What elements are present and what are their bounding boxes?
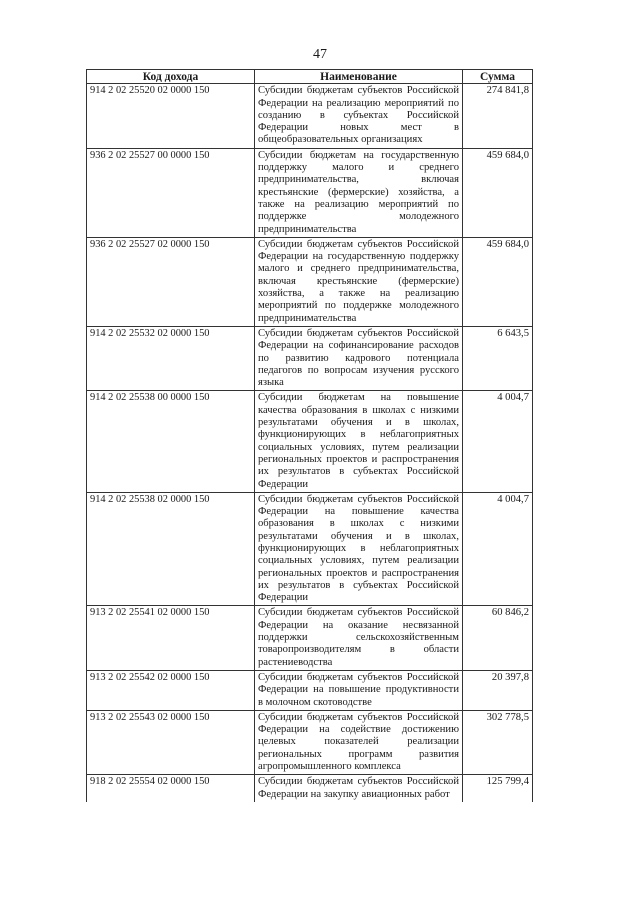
- revenue-code: 914 2 02 25520 02 0000 150: [87, 84, 255, 148]
- revenue-code: 936 2 02 25527 00 0000 150: [87, 148, 255, 237]
- revenue-code: 913 2 02 25542 02 0000 150: [87, 670, 255, 710]
- revenue-sum: 274 841,8: [463, 84, 533, 148]
- header-code: Код дохода: [87, 70, 255, 84]
- header-sum: Сумма: [463, 70, 533, 84]
- revenue-name: Субсидии бюджетам субъектов Российской Федерации на повышение продуктивности в молочном скотоводстве: [255, 670, 463, 710]
- revenue-sum: 20 397,8: [463, 670, 533, 710]
- revenue-code: 914 2 02 25538 02 0000 150: [87, 492, 255, 606]
- header-name: Наименование: [255, 70, 463, 84]
- table-row: [87, 237, 533, 326]
- table-row: [87, 606, 533, 670]
- table-row: [87, 492, 533, 606]
- revenue-name: Субсидии бюджетам субъектов Российской Федерации на содействие достижению целевых показателей реализации региональных программ развития агропромышленного комплекса: [255, 710, 463, 774]
- revenue-code: 918 2 02 25554 02 0000 150: [87, 775, 255, 802]
- revenue-table: [86, 69, 533, 802]
- revenue-code: 913 2 02 25541 02 0000 150: [87, 606, 255, 670]
- revenue-sum: 6 643,5: [463, 326, 533, 390]
- table-row: [87, 326, 533, 390]
- revenue-name: Субсидии бюджетам на повышение качества образования в школах с низкими результатами обучения и в школах, функционирующих в неблагоприятных социальных условиях, путем реализации региональных проектов и распространения их результатов в субъектах Российской Федерации: [255, 391, 463, 492]
- revenue-name: Субсидии бюджетам субъектов Российской Федерации на повышение качества образования в школах с низкими результатами обучения и в школах, функционирующих в неблагоприятных социальных условиях, путем реализации региональных проектов и распространения их результатов в субъектах Российской Федерации: [255, 492, 463, 606]
- revenue-code: 936 2 02 25527 02 0000 150: [87, 237, 255, 326]
- table-row: [87, 148, 533, 237]
- revenue-name: Субсидии бюджетам субъектов Российской Федерации на государственную поддержку малого и среднего предпринимательства, включая крестьянские (фермерские) хозяйства, а также на реализацию мероприятий по поддержке молодежного предпринимательства: [255, 237, 463, 326]
- revenue-sum: 459 684,0: [463, 148, 533, 237]
- table-row: [87, 670, 533, 710]
- table-row: [87, 391, 533, 492]
- revenue-sum: 4 004,7: [463, 391, 533, 492]
- revenue-sum: 302 778,5: [463, 710, 533, 774]
- revenue-code: 914 2 02 25532 02 0000 150: [87, 326, 255, 390]
- revenue-name: Субсидии бюджетам субъектов Российской Федерации на закупку авиационных работ: [255, 775, 463, 802]
- table-row: [87, 710, 533, 774]
- revenue-sum: 4 004,7: [463, 492, 533, 606]
- revenue-name: Субсидии бюджетам субъектов Российской Федерации на оказание несвязанной поддержки сельскохозяйственным товаропроизводителям в области растениеводства: [255, 606, 463, 670]
- revenue-sum: 125 799,4: [463, 775, 533, 802]
- revenue-sum: 60 846,2: [463, 606, 533, 670]
- table-row: [87, 84, 533, 148]
- revenue-code: 914 2 02 25538 00 0000 150: [87, 391, 255, 492]
- page-number: 47: [313, 47, 327, 62]
- table-row: [87, 775, 533, 802]
- revenue-code: 913 2 02 25543 02 0000 150: [87, 710, 255, 774]
- revenue-sum: 459 684,0: [463, 237, 533, 326]
- revenue-name: Субсидии бюджетам субъектов Российской Федерации на реализацию мероприятий по созданию в субъектах Российской Федерации новых мест в общеобразовательных организациях: [255, 84, 463, 148]
- revenue-name: Субсидии бюджетам на государственную поддержку малого и среднего предпринимательства, включая крестьянские (фермерские) хозяйства, а также на реализацию мероприятий по поддержке молодежного предпринимательства: [255, 148, 463, 237]
- revenue-name: Субсидии бюджетам субъектов Российской Федерации на софинансирование расходов по развитию кадрового потенциала педагогов по вопросам изучения русского языка: [255, 326, 463, 390]
- table-header-row: [87, 70, 533, 84]
